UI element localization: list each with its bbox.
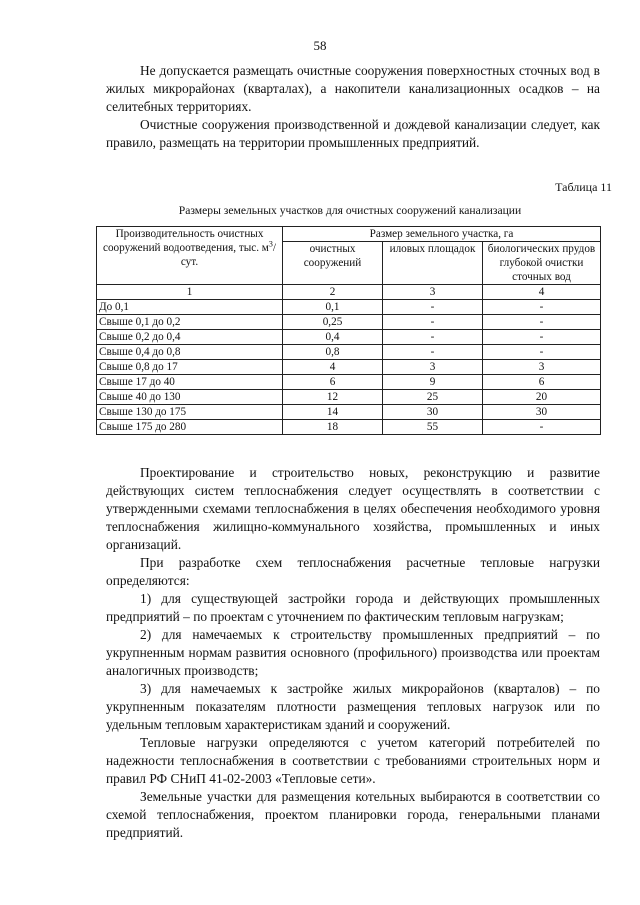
table-cell: Свыше 175 до 280 [97,420,283,435]
table-cell: Свыше 0,8 до 17 [97,360,283,375]
table-cell: 3 [483,360,601,375]
column-number: 2 [283,285,383,300]
table-cell: - [383,300,483,315]
table-row [97,315,601,330]
table-row [97,330,601,345]
table-cell: 0,1 [283,300,383,315]
table-cell: Свыше 40 до 130 [97,390,283,405]
table-cell: 0,4 [283,330,383,345]
table-cell: Свыше 17 до 40 [97,375,283,390]
table-cell: - [383,345,483,360]
header-capacity: Производительность очистных сооружений водоотведения, тыс. $м^3$/сут. [97,227,283,285]
table-cell: 30 [383,405,483,420]
body-paragraph-item-3: 3) для намечаемых к застройке жилых микрорайонов (кварталов) – по укрупненным показателям плотности размещения тепловых нагрузок или по удельным тепловым характеристикам зданий и сооружений. [106,681,600,732]
table-row [97,345,601,360]
table-cell: Свыше 0,4 до 0,8 [97,345,283,360]
table-cell: - [483,300,601,315]
table-row [97,405,601,420]
table-cell: - [483,420,601,435]
table-row [97,375,601,390]
table-cell: Свыше 0,1 до 0,2 [97,315,283,330]
table-caption: Размеры земельных участков для очистных сооружений канализации [178,204,522,217]
table-number: Таблица 11 [555,180,612,194]
column-number: 4 [483,285,601,300]
table-cell: 18 [283,420,383,435]
table-row [97,420,601,435]
body-paragraph-heat-supply: Проектирование и строительство новых, реконструкцию и развитие действующих систем теплоснабжения следует осуществлять в соответствии с утвержденными схемами теплоснабжения в целях обеспечения необходимого уровня теплоснабжения жилищно-коммунального хозяйства, промышленных и иных организаций. [106,465,600,552]
table-cell: 6 [483,375,601,390]
table-cell: 12 [283,390,383,405]
header-treatment-facilities: очистных сооружений [283,242,383,285]
header-sludge-beds: иловых площадок [383,242,483,285]
header-bio-ponds: биологических прудов глубокой очистки сточных вод [483,242,601,285]
table-cell: 30 [483,405,601,420]
table-cell: 4 [283,360,383,375]
table-cell: 9 [383,375,483,390]
table-cell: 25 [383,390,483,405]
intro-paragraph-2: Очистные сооружения производственной и дождевой канализации следует, как правило, размещать на территории промышленных предприятий. [106,117,600,150]
body-paragraph-reliability: Тепловые нагрузки определяются с учетом категорий потребителей по надежности теплоснабжения в соответствии с требованиями строительных норм и правил РФ СНиП 41-02-2003 «Тепловые сети». [106,735,600,786]
table-cell: Свыше 0,2 до 0,4 [97,330,283,345]
table-cell: 55 [383,420,483,435]
table-cell: 20 [483,390,601,405]
table-row [97,300,601,315]
page-number: 58 [313,38,327,53]
table-cell: - [483,330,601,345]
body-paragraph-boiler-plots: Земельные участки для размещения котельных выбираются в соответствии со схемой теплоснабжения, проектом планировки города, генеральными планами предприятий. [106,789,600,840]
table-cell: - [483,315,601,330]
header-area: Размер земельного участка, га [283,227,601,242]
table-cell: 0,8 [283,345,383,360]
table-cell: - [483,345,601,360]
body-paragraph-item-2: 2) для намечаемых к строительству промышленных предприятий – по укрупненным нормам развития основного (профильного) производства или проектам аналогичных производств; [106,627,600,678]
table-row [97,390,601,405]
table-cell: - [383,315,483,330]
table-cell: 3 [383,360,483,375]
body-paragraph-item-1: 1) для существующей застройки города и действующих промышленных предприятий – по проектам с уточнением по фактическим тепловым нагрузкам; [106,591,600,624]
table-cell: До 0,1 [97,300,283,315]
table-body [97,300,601,435]
intro-paragraph-1: Не допускается размещать очистные сооружения поверхностных сточных вод в жилых микрорайонах (кварталах), а накопители канализационных осадков – на селитебных территориях. [106,63,600,114]
column-number: 1 [97,285,283,300]
table-cell: - [383,330,483,345]
table-row [97,360,601,375]
table-cell: 14 [283,405,383,420]
body-paragraph-loads-intro: При разработке схем теплоснабжения расчетные тепловые нагрузки определяются: [106,555,600,588]
table-cell: Свыше 130 до 175 [97,405,283,420]
column-number: 3 [383,285,483,300]
land-plot-size-table [96,226,601,435]
table-cell: 6 [283,375,383,390]
table-cell: 0,25 [283,315,383,330]
